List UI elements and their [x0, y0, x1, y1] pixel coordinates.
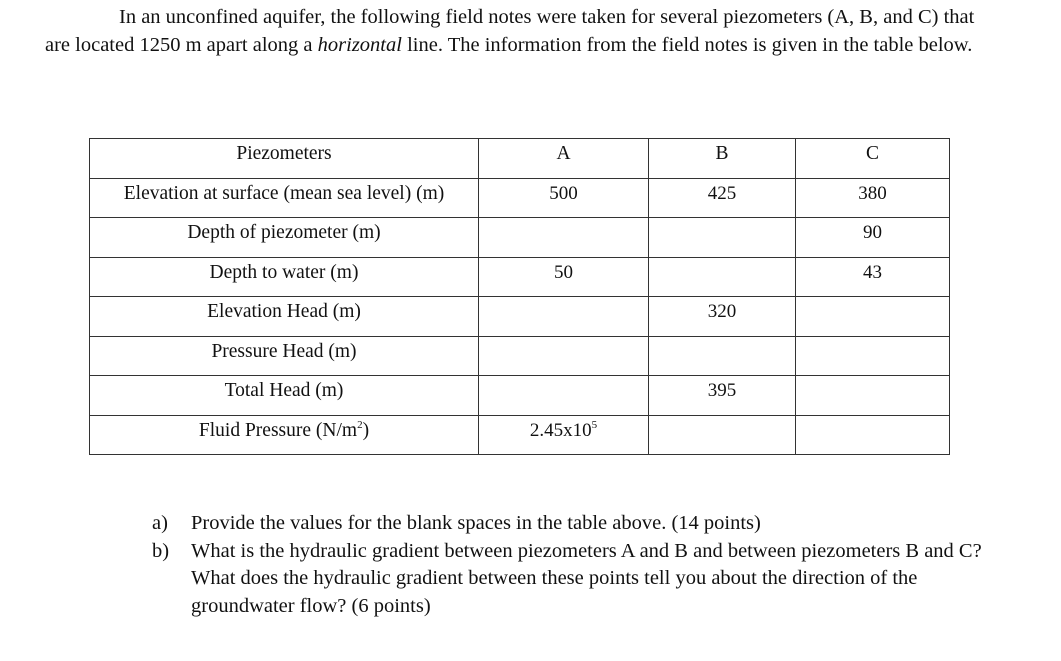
row-label-superscript: 2	[357, 418, 363, 431]
question-item	[152, 538, 1002, 621]
question-text: Provide the values for the blank spaces in the table above. (14 points)	[191, 512, 761, 534]
table-row	[90, 415, 950, 455]
table-row	[90, 336, 950, 376]
row-label: Elevation Head (m)	[90, 297, 479, 337]
row-label: Elevation at surface (mean sea level) (m)	[90, 178, 479, 218]
cell-a	[479, 297, 649, 337]
cell-a: 50	[479, 257, 649, 297]
header-cell-piezometers: Piezometers	[90, 139, 479, 179]
table-header-row	[90, 139, 950, 179]
cell-c	[796, 336, 950, 376]
cell-c: 90	[796, 218, 950, 258]
cell-b	[649, 257, 796, 297]
cell-a	[479, 336, 649, 376]
cell-a-exponent: 5	[591, 418, 598, 431]
row-label-end: )	[362, 419, 370, 441]
table-row	[90, 297, 950, 337]
cell-a	[479, 415, 649, 455]
cell-b	[649, 336, 796, 376]
cell-a	[479, 218, 649, 258]
cell-c: 380	[796, 178, 950, 218]
table-row	[90, 178, 950, 218]
question-list	[152, 510, 1002, 620]
row-label-main: Fluid Pressure (N/m	[198, 419, 358, 441]
question-text: What is the hydraulic gradient between piezometers A and B and between piezometers B and C? What does the hydraulic gradient between these points tell you about the direction of the groundwater flow? (6 points)	[191, 539, 982, 617]
row-label: Depth to water (m)	[90, 257, 479, 297]
cell-a	[479, 376, 649, 416]
header-cell-c: C	[796, 139, 950, 179]
intro-emphasis: horizontal	[317, 33, 402, 56]
cell-c	[796, 376, 950, 416]
header-cell-b: B	[649, 139, 796, 179]
row-label: Depth of piezometer (m)	[90, 218, 479, 258]
table-row	[90, 257, 950, 297]
question-marker: b)	[152, 539, 170, 562]
row-label: Pressure Head (m)	[90, 336, 479, 376]
row-label	[90, 415, 479, 455]
table-row	[90, 218, 950, 258]
cell-a: 500	[479, 178, 649, 218]
table-row	[90, 376, 950, 416]
cell-b: 320	[649, 297, 796, 337]
cell-b: 395	[649, 376, 796, 416]
piezometer-table	[89, 138, 950, 455]
intro-text-part2: line. The information from the field notes is given in the table below.	[401, 33, 973, 56]
cell-c	[796, 297, 950, 337]
question-item	[152, 510, 1002, 538]
cell-c: 43	[796, 257, 950, 297]
cell-c	[796, 415, 950, 455]
cell-a-mantissa: 2.45x10	[529, 419, 592, 441]
cell-b: 425	[649, 178, 796, 218]
cell-b	[649, 415, 796, 455]
question-marker: a)	[152, 512, 168, 534]
header-cell-a: A	[479, 139, 649, 179]
intro-paragraph	[45, 4, 995, 59]
intro-text-part1: In an unconfined aquifer, the following field notes were taken for several piezometers (A, B, and C) that are located 1250 m apart along a	[45, 6, 975, 56]
row-label: Total Head (m)	[90, 376, 479, 416]
cell-b	[649, 218, 796, 258]
